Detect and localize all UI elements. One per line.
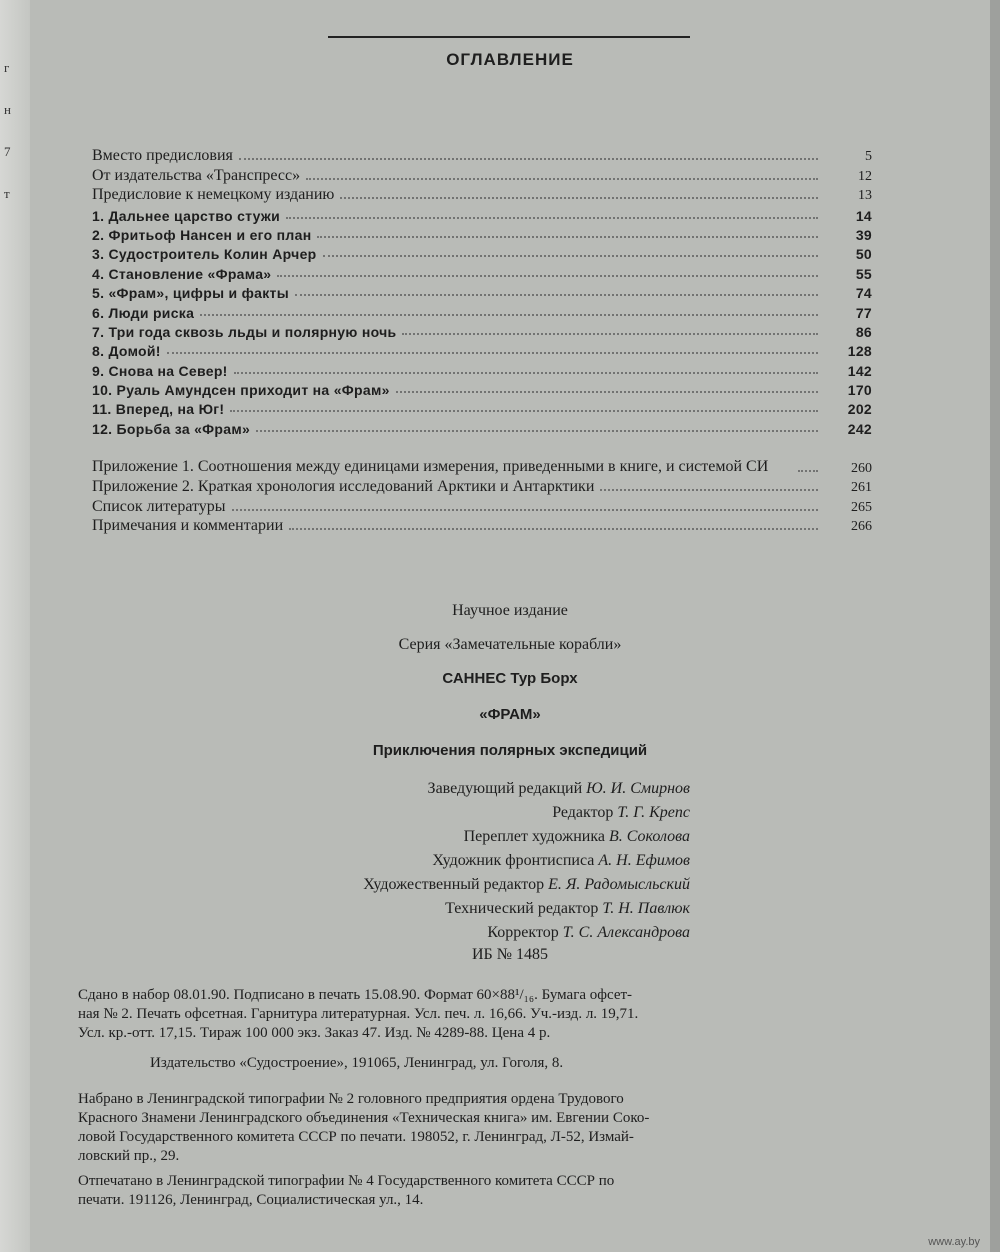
credit-role: Технический редактор [445, 900, 599, 917]
adjacent-page-fragments [0, 60, 30, 228]
toc-entry-page: 14 [855, 207, 872, 224]
credits-list [230, 780, 690, 948]
toc-entry-page: 202 [847, 401, 872, 418]
typeset-line: ловский пр., 29. [78, 1148, 180, 1164]
toc-entry [92, 301, 872, 320]
toc-entry-title: 11. Вперед, на Юг! [92, 401, 225, 418]
toc-entry [92, 224, 872, 243]
toc-title: ОГЛАВЛЕНИЕ [446, 50, 574, 69]
toc-leader-dots [600, 489, 818, 491]
toc-entry-title: Примечания и комментарии [92, 517, 284, 535]
credit-line [230, 780, 690, 804]
toc-entry-title: 1. Дальнее царство стужи [92, 207, 281, 224]
printed-line: печати. 191126, Ленинград, Социалистическая ул., 14. [78, 1192, 424, 1208]
credit-name: Е. Я. Радомысльский [548, 876, 690, 893]
toc-entry-title: Приложение 1. Соотношения между единицами измерения, приведенными в книге, и системой СИ [92, 457, 769, 475]
toc-entry-page: 266 [851, 519, 872, 535]
printed-info [78, 1172, 848, 1210]
toc-entry-page: 39 [855, 226, 872, 243]
credit-line [230, 900, 690, 924]
credit-role: Художественный редактор [363, 876, 545, 893]
credit-line [230, 828, 690, 852]
toc-leader-dots [286, 217, 818, 219]
credit-name: Т. Г. Крепс [617, 804, 690, 821]
toc-entry [92, 398, 872, 417]
toc-leader-dots [317, 236, 818, 238]
credit-line [230, 876, 690, 900]
toc-entry-page: 13 [858, 188, 872, 204]
toc-entry-title: 10. Руаль Амундсен приходит на «Фрам» [92, 382, 390, 399]
toc-entry-title: Вместо предисловия [92, 147, 233, 165]
toc-entry-title: Список литературы [92, 497, 226, 515]
toc-leader-dots [256, 430, 818, 432]
credit-role: Переплет художника [463, 828, 605, 845]
toc-entry-page: 55 [855, 265, 872, 282]
toc-entry-title: 2. Фритьоф Нансен и его план [92, 226, 312, 243]
toc-entry-page: 74 [855, 285, 872, 302]
toc-leader-dots [239, 158, 818, 160]
toc-entry [92, 516, 872, 535]
credit-name: В. Соколова [608, 828, 690, 845]
toc-leader-dots [402, 333, 818, 335]
credit-line [230, 852, 690, 876]
toc-entry [92, 379, 872, 398]
toc-entry-title: 5. «Фрам», цифры и факты [92, 285, 289, 302]
toc-leader-dots [289, 528, 818, 530]
toc-entry [92, 437, 872, 477]
toc-entry [92, 340, 872, 359]
toc-entry-page: 260 [851, 460, 872, 476]
toc-entry-title: 8. Домой! [92, 343, 161, 360]
credit-role: Заведующий редакций [427, 780, 583, 797]
toc-leader-dots [200, 314, 818, 316]
author: САННЕС Тур Борх [442, 670, 578, 687]
watermark-text: www.ay.by [928, 1236, 980, 1248]
printed-line: Отпечатано в Ленинградской типографии № 4 Государственного комитета СССР по [78, 1173, 615, 1189]
ib-number: ИБ № 1485 [471, 946, 548, 963]
credit-name: Ю. И. Смирнов [586, 780, 690, 797]
toc-entry-page: 128 [847, 343, 872, 360]
toc-leader-dots [340, 197, 818, 199]
toc-entry [92, 282, 872, 301]
credit-line [230, 924, 690, 948]
publisher-address: Издательство «Судостроение», 191065, Ленинград, ул. Гоголя, 8. [150, 1055, 564, 1071]
toc-entry-title: Приложение 2. Краткая хронология исследований Арктики и Антарктики [92, 478, 595, 496]
adjacent-page-edge [0, 0, 30, 1252]
credit-name: А. Н. Ефимов [598, 852, 690, 869]
toc-entry [92, 185, 872, 204]
credit-line [230, 804, 690, 828]
toc-entry [92, 496, 872, 515]
fragment-text: т [4, 186, 10, 201]
book-subtitle: Приключения полярных экспедиций [372, 742, 648, 759]
toc-entry-page: 170 [847, 382, 872, 399]
credit-name: Т. Н. Павлюк [602, 900, 690, 917]
toc-entry-page: 142 [847, 362, 872, 379]
toc-entry-title: 7. Три года сквозь льды и полярную ночь [92, 323, 397, 340]
toc-entry [92, 146, 872, 165]
fragment-text: н [4, 102, 11, 117]
toc-leader-dots [277, 275, 818, 277]
toc-entry [92, 243, 872, 262]
toc-entry-page: 12 [858, 168, 872, 184]
toc-leader-dots [232, 509, 818, 511]
typeset-line: Красного Знамени Ленинградского объединения «Техническая книга» им. Евгении Соко- [78, 1110, 650, 1126]
toc-entry [92, 321, 872, 340]
toc-entry [92, 165, 872, 184]
toc-entry-title: Предисловие к немецкому изданию [92, 186, 335, 204]
series-name: Серия «Замечательные корабли» [398, 636, 622, 653]
print-details-line: ная № 2. Печать офсетная. Гарнитура литературная. Усл. печ. л. 16,66. Уч.-изд. л. 19,71. [78, 1006, 639, 1022]
toc-leader-dots [167, 352, 818, 354]
toc-entry-title: 12. Борьба за «Фрам» [92, 420, 251, 437]
toc-entry-page: 261 [851, 480, 872, 496]
book-title: «ФРАМ» [479, 706, 541, 723]
toc-leader-dots [798, 470, 818, 472]
toc-entry-page: 242 [847, 420, 872, 437]
fragment-text: 7 [4, 144, 11, 159]
toc-entry-page: 50 [855, 246, 872, 263]
toc-entry-title: 3. Судостроитель Колин Арчер [92, 246, 317, 263]
credit-role: Корректор [487, 924, 559, 941]
book-page [30, 0, 990, 1252]
toc-entry-page: 77 [855, 304, 872, 321]
toc-leader-dots [295, 294, 818, 296]
toc-entry [92, 262, 872, 281]
print-details-line: Сдано в набор 08.01.90. Подписано в печать 15.08.90. Формат 60×88¹/₁₆. Бумага офсет- [78, 987, 633, 1003]
toc-entry-title: От издательства «Транспресс» [92, 166, 301, 184]
toc-leader-dots [230, 410, 818, 412]
toc-leader-dots [396, 391, 818, 393]
toc-entry-title: 9. Снова на Север! [92, 362, 228, 379]
credit-name: Т. С. Александрова [562, 924, 690, 941]
toc-entry-title: 4. Становление «Фрама» [92, 265, 272, 282]
credit-role: Художник фронтисписа [432, 852, 595, 869]
toc-leader-dots [306, 178, 818, 180]
toc-entry-title: 6. Люди риска [92, 304, 195, 321]
toc-entry-page: 86 [855, 323, 872, 340]
toc-entry [92, 417, 872, 436]
toc-leader-dots [323, 255, 818, 257]
toc-entry [92, 204, 872, 223]
typeset-line: ловой Государственного комитета СССР по печати. 198052, г. Ленинград, Л-52, Измай- [78, 1129, 634, 1145]
typeset-info [78, 1090, 848, 1166]
toc-entry [92, 359, 872, 378]
typeset-line: Набрано в Ленинградской типографии № 2 головного предприятия ордена Трудового [78, 1091, 624, 1107]
toc-leader-dots [234, 372, 818, 374]
print-details-line: Усл. кр.-отт. 17,15. Тираж 100 000 экз. Заказ 47. Изд. № 4289-88. Цена 4 р. [78, 1025, 551, 1041]
top-rule [328, 36, 690, 38]
toc-entry-page: 5 [865, 149, 872, 165]
fragment-text: г [4, 60, 10, 75]
table-of-contents [92, 146, 872, 535]
credit-role: Редактор [552, 804, 614, 821]
toc-entry [92, 477, 872, 496]
print-details [78, 986, 848, 1043]
edition-type: Научное издание [452, 602, 568, 619]
toc-entry-page: 265 [851, 499, 872, 515]
